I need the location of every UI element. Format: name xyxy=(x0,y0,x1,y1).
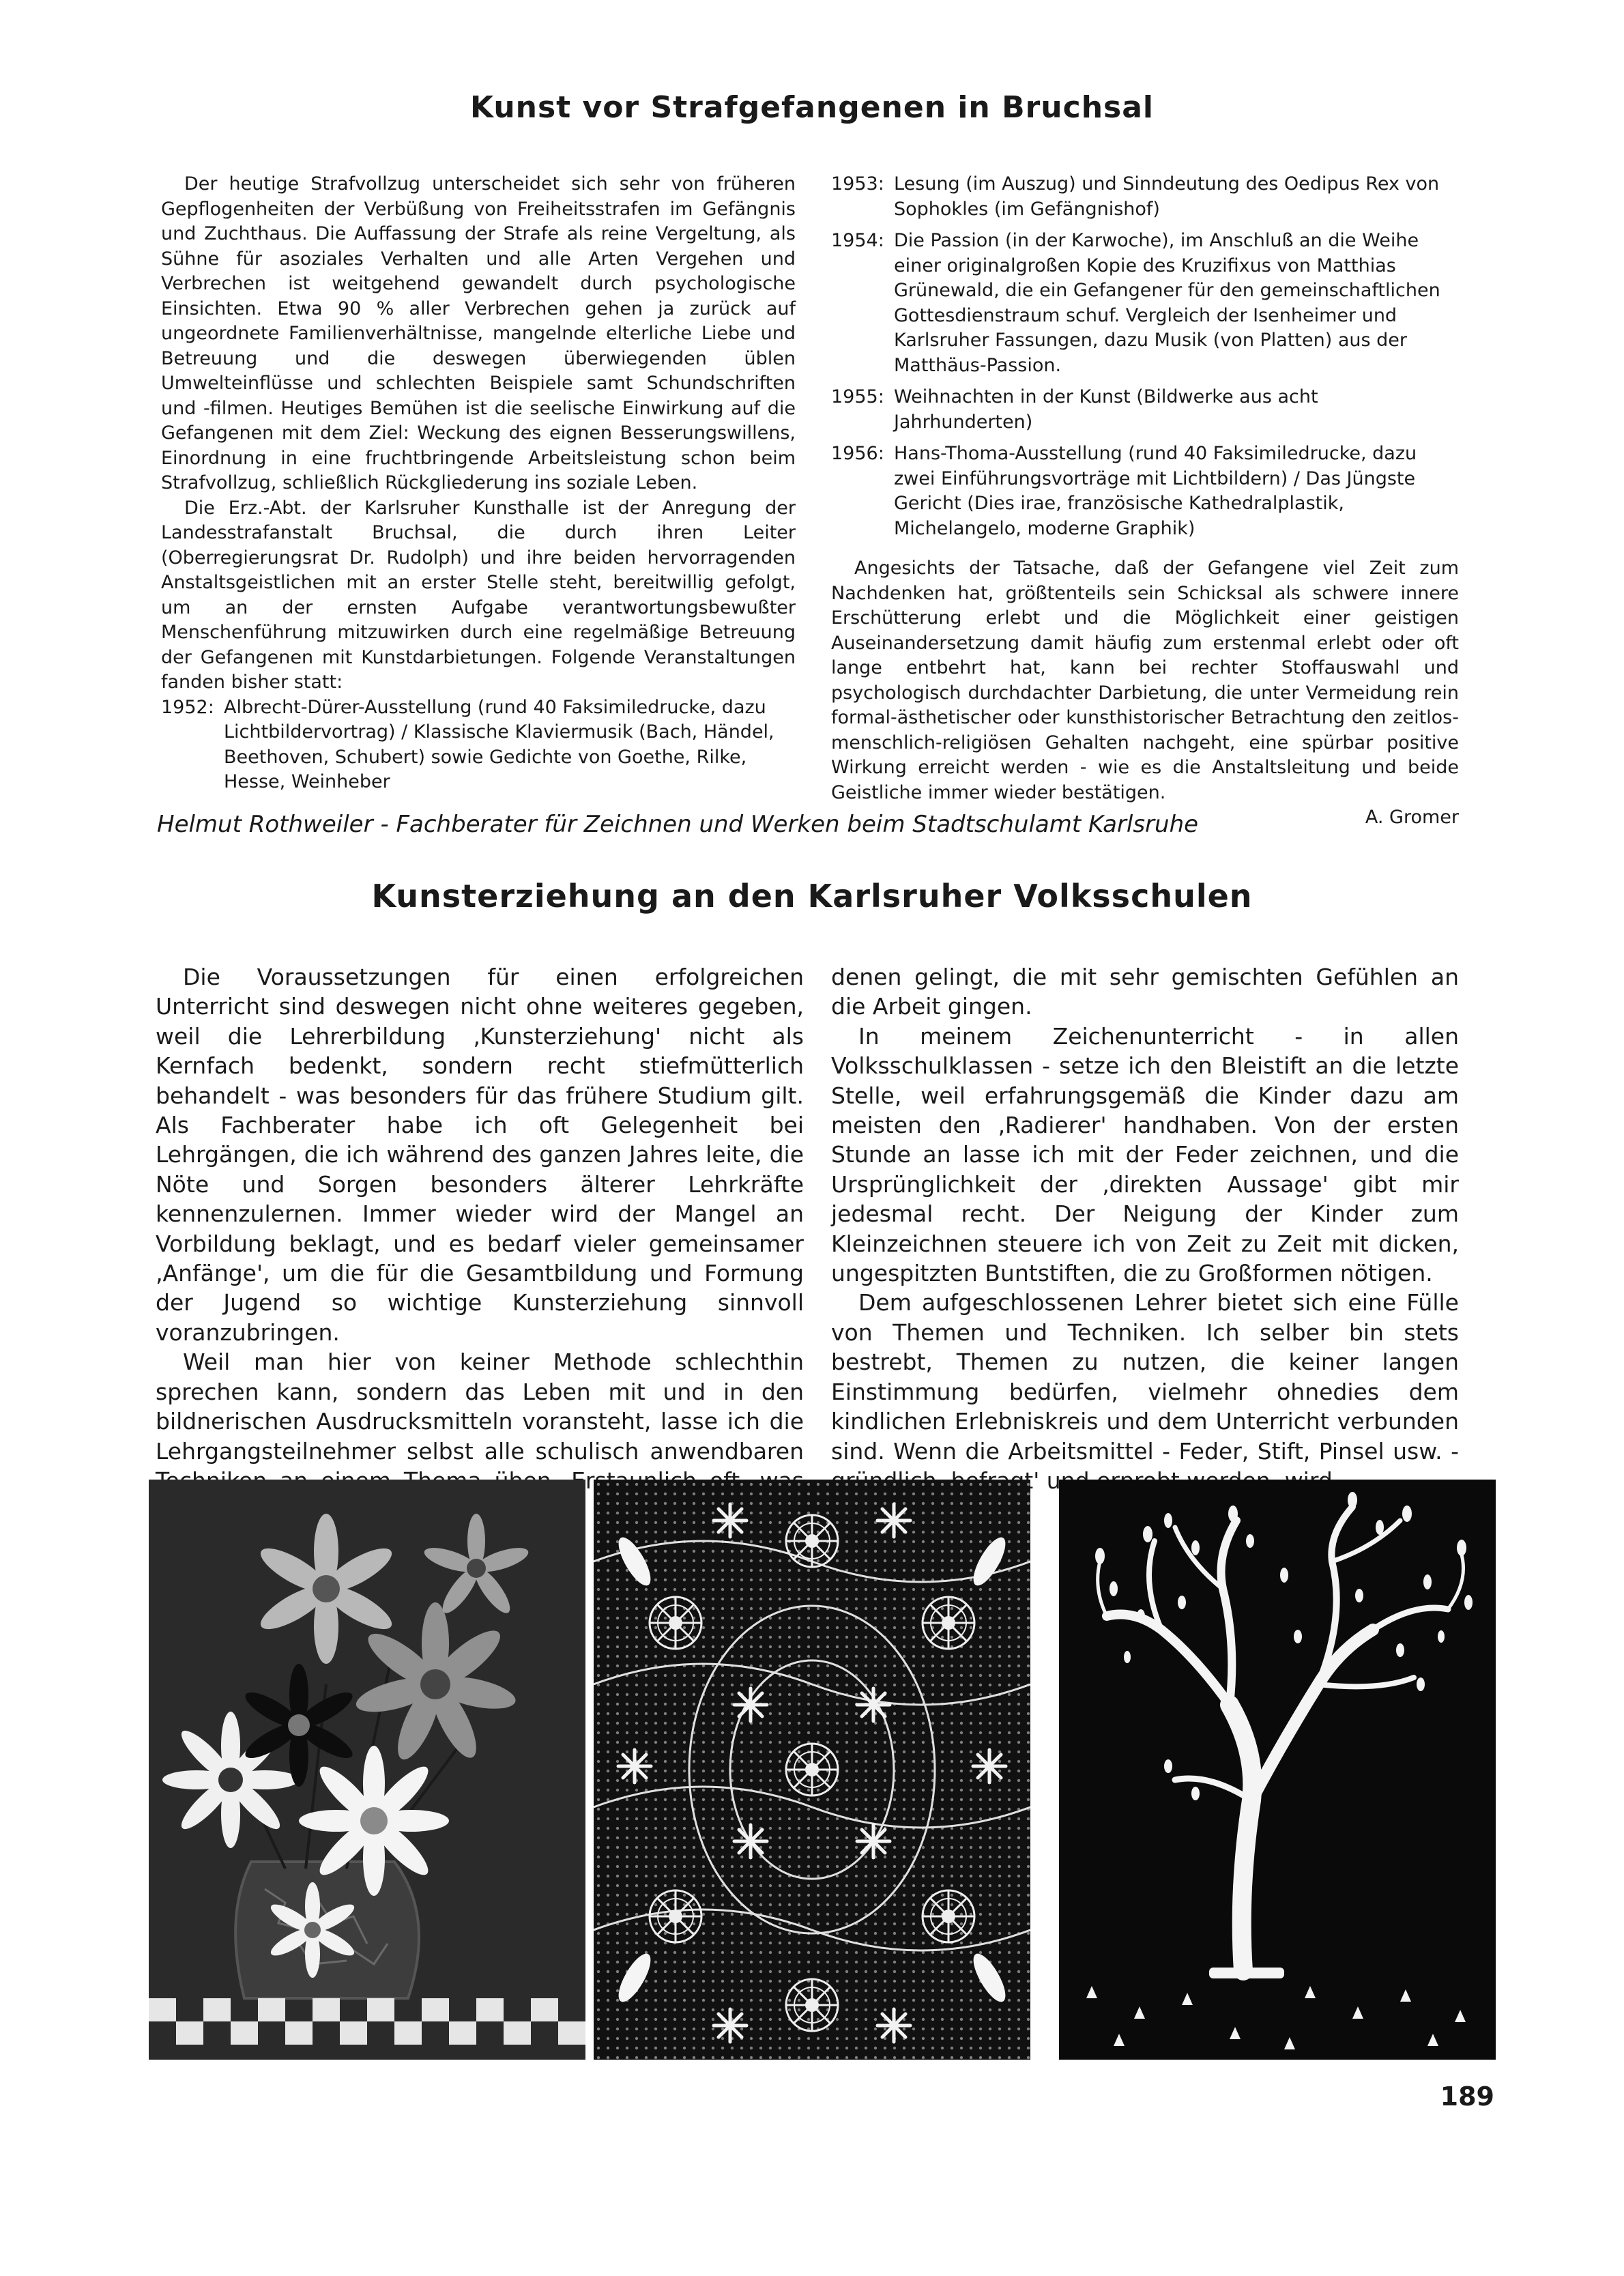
article-title: Kunsterziehung an den Karlsruher Volksschulen xyxy=(371,878,1253,914)
event-text: Albrecht-Dürer-Ausstellung (rund 40 Faksimiledrucke, dazu Lichtbildervortrag) / Klassische Klaviermusik (Bach, Händel, Beethoven, Schubert) sowie Gedichte von Goethe, Rilke, Hesse, Weinheber xyxy=(224,696,774,792)
body-paragraph: In meinem Zeichenunterricht - in allen Volksschulklassen - setze ich den Bleistift an die letzte Stelle, weil erfahrungsgemäß die Kinder dazu am meisten den ‚Radierer' handhaben. Von der ersten Stunde an lasse ich mit der Feder zeichnen, und die Ursprünglichkeit der ‚direkten Aussage' gibt mir jedesmal recht. Der Neigung der Kinder zum Kleinzeichnen steuere ich von Zeit zu Zeit mit dicken, ungespitzten Buntstiften, die zu Großformen nötigen. xyxy=(831,1022,1459,1287)
body-paragraph: Weil man hier von keiner Methode schlechthin sprechen kann, sondern das Leben mit und in den bildnerischen Ausdrucksmitteln voransteht, lasse ich die Lehrgangsteilnehmer selbst alle schulisch anwendbaren xyxy=(156,1349,804,1465)
event-year: 1955: xyxy=(831,386,884,407)
article-right-column xyxy=(831,172,1459,831)
event-entry xyxy=(831,385,1459,435)
event-year: 1956: xyxy=(831,443,884,464)
article-left-column xyxy=(156,962,804,1525)
article-title: Kunst vor Strafgefangenen in Bruchsal xyxy=(470,90,1154,125)
event-year: 1953: xyxy=(831,173,884,195)
body-paragraph: Dem aufgeschlossenen Lehrer bietet sich eine Fülle von Themen und Techniken. Ich selber bin stets bestrebt, Themen zu nutzen, die keiner langen Einstimmung bedürfen, vielmehr ohnedies dem kindlichen Erlebniskreis und dem Unterricht verbunden sind. Wenn die Arbeitsmittel - Feder, Stift, Pinsel usw. - xyxy=(831,1289,1459,1465)
flower-collage-image xyxy=(149,1480,585,2060)
closing-paragraph: Angesichts der Tatsache, daß der Gefangene viel Zeit zum Nachdenken hat, größtenteils sein Schicksal als schwere innere Erschütterung erlebt und die Möglichkeit einer geistigen Auseinandersetzung damit häufig zum erstenmal erlebt oder oft lange entbehrt hat, kann bei rechter Stoffauswahl und psychologisch durchdachter Darbietung, die unter Vermeidung rein formal-ästhetischer oder kunsthistorischer Betrachtung den zeitlos-menschlich-religiösen Gehalten nachgeht, eine spürbar positive Wirkung erreicht werden - wie es die Anstaltsleitung und beide Geistliche immer wieder bestätigen. xyxy=(831,558,1459,803)
event-text: Weihnachten in der Kunst (Bildwerke aus acht Jahrhunderten) xyxy=(894,386,1318,433)
author-byline: Helmut Rothweiler - Fachberater für Zeichnen und Werken beim Stadtschulamt Karlsruhe xyxy=(157,811,1199,838)
article-right-column xyxy=(831,962,1459,1495)
tree-drawing-image xyxy=(1059,1480,1496,2060)
page-number: 189 xyxy=(1440,2081,1494,2112)
author-signature: A. Gromer xyxy=(1365,807,1459,828)
article-left-column xyxy=(161,172,796,802)
event-entry xyxy=(831,172,1459,222)
body-paragraph: Die Voraussetzungen für einen erfolgreichen Unterricht sind deswegen nicht ohne weiteres gegeben, weil die Lehrerbildung ‚Kunsterziehung' nicht als Kernfach bedenkt, sondern recht stiefmütterlich behandelt - was besonders für das frühere Studium gilt. Als Fachberater habe ich oft Gelegenheit bei Lehrgängen, die ich während des ganzen Jahres leite, die Nöte und Sorgen besonders älterer Lehrkräfte kennenzulernen. Immer wieder wird der Mangel an Vorbildung beklagt, und es bedarf vieler gemeinsamer ‚Anfänge', um die für die Gesamtbildung und Formung der Jugend so wichtige Kunsterziehung sinnvoll voranzubringen. xyxy=(156,964,804,1346)
ornamental-pattern-image xyxy=(594,1480,1030,2060)
event-text: Die Passion (in der Karwoche), im Anschluß an die Weihe einer originalgroßen Kopie des Kruzifixus von Matthias Grünewald, die ein Gefangener für den gemeinschaftlichen Gottesdienstraum schuf. Vergleich der Isenheimer und Karlsruher Fassungen, dazu Musik (von Platten) aus der Matthäus-Passion. xyxy=(894,230,1440,376)
event-year: 1954: xyxy=(831,230,884,251)
intro-paragraph: Die Erz.-Abt. der Karlsruher Kunsthalle ist der Anregung der Landesstrafanstalt Bruchsal, die durch ihren Leiter (Oberregierungsrat Dr. Rudolph) und ihre beiden hervorragenden Anstaltsgeistlichen mit an erster Stelle steht, bereitwillig gefolgt, um an der ernsten Aufgabe verantwortungsbewußter Menschenführung mitzuwirken durch eine regelmäßige Betreuung der Gefangenen mit Kunstdarbietungen. Folgende Veranstaltungen fanden bisher statt: xyxy=(161,497,796,693)
event-text: Hans-Thoma-Ausstellung (rund 40 Faksimiledrucke, dazu zwei Einführungsvorträge mit Lichtbildern) / Das Jüngste Gericht (Dies irae, französische Kathedralplastik, Michelangelo, moderne Graphik) xyxy=(894,443,1417,539)
event-text: Lesung (im Auszug) und Sinndeutung des Oedipus Rex von Sophokles (im Gefängnishof) xyxy=(894,173,1440,220)
event-year: 1952: xyxy=(161,696,214,718)
event-entry xyxy=(831,442,1459,541)
body-paragraph: denen gelingt, die mit sehr gemischten Gefühlen an die Arbeit gingen. xyxy=(831,964,1459,1020)
event-entry xyxy=(161,695,796,795)
event-entry xyxy=(831,229,1459,378)
intro-paragraph: Der heutige Strafvollzug unterscheidet sich sehr von früheren Gepflogenheiten der Verbüßung von Freiheitsstrafen im Gefängnis und Zuchthaus. Die Auffassung der Strafe als reine Vergeltung, als Sühne für asoziales Verhalten und alle Arten Vergehen und Verbrechen ist weitgehend gewandelt durch psychologische Einsichten. Etwa 90 % aller Verbrechen gehen ja zurück auf ungeordnete Familienverhältnisse, mangelnde elterliche Liebe und Betreuung und die deswegen überwiegenden üblen Umwelteinflüsse und schlechten Beispiele samt Schundschriften und -filmen. Heutiges Bemühen ist die seelische Einwirkung auf die Gefangenen mit dem Ziel: Weckung des eignen Besserungswillens, Einordnung in eine fruchtbringende Arbeitsleistung schon beim Strafvollzug, schließlich Rückgliederung ins soziale Leben. xyxy=(161,173,796,493)
